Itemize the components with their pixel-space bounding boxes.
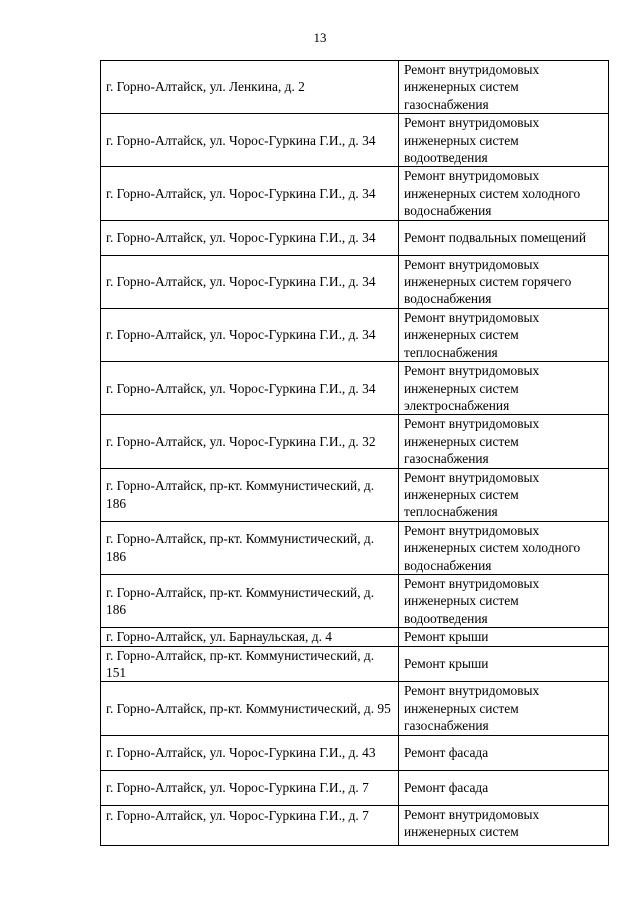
work-type-cell: Ремонт внутридомовых инженерных систем водоотведения: [399, 114, 609, 167]
address-cell: г. Горно-Алтайск, пр-кт. Коммунистический, д. 95: [101, 682, 399, 735]
table-row: [101, 61, 609, 114]
table-row: [101, 468, 609, 521]
address-cell: г. Горно-Алтайск, пр-кт. Коммунистический, д. 151: [101, 646, 399, 682]
address-cell: г. Горно-Алтайск, ул. Чорос-Гуркина Г.И., д. 7: [101, 770, 399, 805]
works-table: [100, 60, 609, 846]
work-type-cell: Ремонт внутридомовых инженерных систем теплоснабжения: [399, 308, 609, 361]
table-row: [101, 770, 609, 805]
address-cell: г. Горно-Алтайск, ул. Чорос-Гуркина Г.И., д. 34: [101, 308, 399, 361]
table-row: [101, 735, 609, 770]
work-type-cell: Ремонт внутридомовых инженерных систем водоотведения: [399, 574, 609, 627]
address-cell: г. Горно-Алтайск, ул. Чорос-Гуркина Г.И., д. 34: [101, 220, 399, 255]
address-cell: г. Горно-Алтайск, пр-кт. Коммунистический, д. 186: [101, 468, 399, 521]
work-type-cell: Ремонт крыши: [399, 646, 609, 682]
table-row: [101, 167, 609, 220]
address-cell: г. Горно-Алтайск, ул. Чорос-Гуркина Г.И., д. 34: [101, 362, 399, 415]
address-cell: г. Горно-Алтайск, ул. Барнаульская, д. 4: [101, 628, 399, 646]
work-type-cell: Ремонт внутридомовых инженерных систем горячего водоснабжения: [399, 255, 609, 308]
address-cell: г. Горно-Алтайск, ул. Чорос-Гуркина Г.И., д. 34: [101, 114, 399, 167]
work-type-cell: Ремонт внутридомовых инженерных систем электроснабжения: [399, 362, 609, 415]
address-cell: г. Горно-Алтайск, пр-кт. Коммунистический, д. 186: [101, 521, 399, 574]
table-row: [101, 805, 609, 845]
table-row: [101, 646, 609, 682]
work-type-cell: Ремонт подвальных помещений: [399, 220, 609, 255]
table-row: [101, 220, 609, 255]
work-type-cell: Ремонт внутридомовых инженерных систем холодного водоснабжения: [399, 167, 609, 220]
work-type-cell: Ремонт крыши: [399, 628, 609, 646]
address-cell: г. Горно-Алтайск, ул. Ленкина, д. 2: [101, 61, 399, 114]
work-type-cell: Ремонт внутридомовых инженерных систем теплоснабжения: [399, 468, 609, 521]
address-cell: г. Горно-Алтайск, пр-кт. Коммунистический, д. 186: [101, 574, 399, 627]
table-row: [101, 308, 609, 361]
work-type-cell: Ремонт внутридомовых инженерных систем газоснабжения: [399, 682, 609, 735]
table-row: [101, 574, 609, 627]
table-row: [101, 362, 609, 415]
work-type-cell: Ремонт внутридомовых инженерных систем газоснабжения: [399, 415, 609, 468]
address-cell: г. Горно-Алтайск, ул. Чорос-Гуркина Г.И., д. 34: [101, 255, 399, 308]
address-cell: г. Горно-Алтайск, ул. Чорос-Гуркина Г.И., д. 32: [101, 415, 399, 468]
table-row: [101, 114, 609, 167]
work-type-cell: Ремонт внутридомовых инженерных систем: [399, 805, 609, 845]
page-number: 13: [313, 30, 327, 45]
address-cell: г. Горно-Алтайск, ул. Чорос-Гуркина Г.И., д. 7: [101, 805, 399, 845]
work-type-cell: Ремонт фасада: [399, 735, 609, 770]
table-row: [101, 682, 609, 735]
table-row: [101, 415, 609, 468]
work-type-cell: Ремонт внутридомовых инженерных систем газоснабжения: [399, 61, 609, 114]
table-row: [101, 521, 609, 574]
address-cell: г. Горно-Алтайск, ул. Чорос-Гуркина Г.И., д. 43: [101, 735, 399, 770]
table-row: [101, 255, 609, 308]
address-cell: г. Горно-Алтайск, ул. Чорос-Гуркина Г.И., д. 34: [101, 167, 399, 220]
work-type-cell: Ремонт внутридомовых инженерных систем холодного водоснабжения: [399, 521, 609, 574]
work-type-cell: Ремонт фасада: [399, 770, 609, 805]
table-row: [101, 628, 609, 646]
